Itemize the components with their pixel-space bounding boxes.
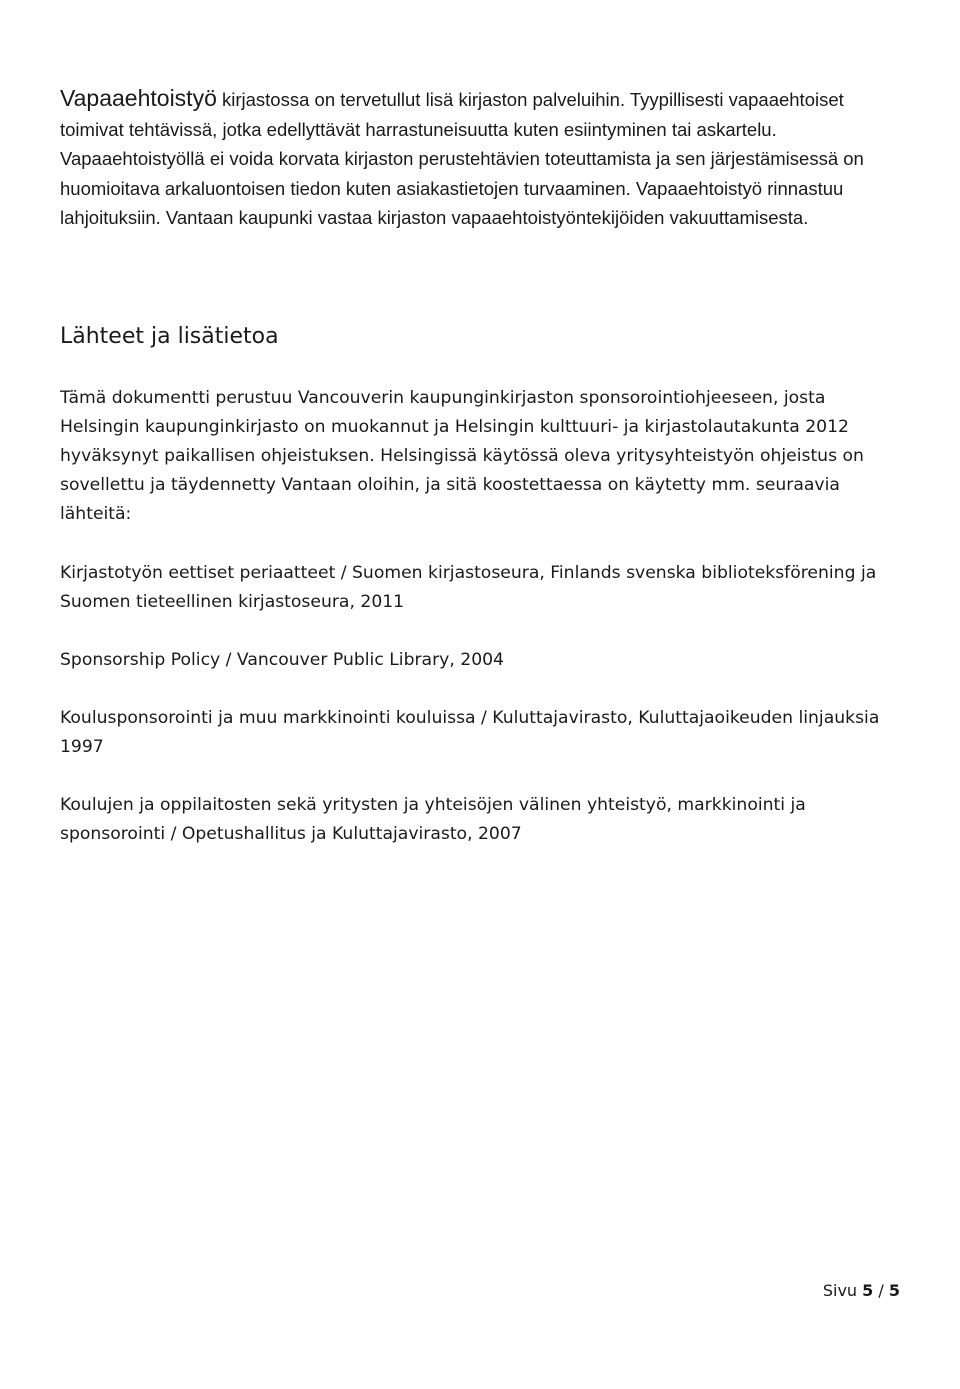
reference-item: Sponsorship Policy / Vancouver Public Library, 2004 bbox=[60, 650, 504, 670]
intro-lead-word: Vapaaehtoistyö bbox=[60, 85, 217, 111]
current-page-number: 5 bbox=[862, 1281, 874, 1300]
reference-item: Kirjastotyön eettiset periaatteet / Suomen kirjastoseura, Finlands svenska biblioteksförening ja Suomen tieteellinen kirjastoseura, 2011 bbox=[60, 563, 877, 612]
section-heading: Lähteet ja lisätietoa bbox=[60, 324, 279, 349]
sources-paragraph: Tämä dokumentti perustuu Vancouverin kaupunginkirjaston sponsorointiohjeeseen, josta Helsingin kaupunginkirjasto on muokannut ja Helsingin kulttuuri- ja kirjastolautakunta 2012 hyväksynyt paikallisen ohjeistuksen. Helsingissä käytössä oleva yritysyhteistyön ohjeistus on sovellettu ja täydennetty Vantaan oloihin, ja sitä koostettaessa on käytetty mm. seuraavia lähteitä: bbox=[60, 388, 864, 524]
intro-paragraph bbox=[60, 84, 905, 233]
page-number-separator: / bbox=[873, 1281, 889, 1300]
page-number-label: Sivu bbox=[822, 1281, 863, 1300]
page-number bbox=[823, 1280, 900, 1302]
total-page-number: 5 bbox=[888, 1281, 900, 1300]
reference-item: Koulusponsorointi ja muu markkinointi kouluissa / Kuluttajavirasto, Kuluttajaoikeuden linjauksia 1997 bbox=[60, 708, 880, 757]
reference-item: Koulujen ja oppilaitosten sekä yritysten ja yhteisöjen välinen yhteistyö, markkinointi ja sponsorointi / Opetushallitus ja Kuluttajavirasto, 2007 bbox=[60, 795, 806, 844]
intro-text: kirjastossa on tervetullut lisä kirjaston palveluihin. Tyypillisesti vapaaehtoiset toimivat tehtävissä, jotka edellyttävät harrastuneisuutta kuten esiintyminen tai askartelu. Vapaaehtoistyöllä ei voida korvata kirjaston perustehtävien toteuttamista ja sen järjestämisessä on huomioitava arkaluontoisen tiedon kuten asiakastietojen turvaaminen. Vapaaehtoistyö rinnastuu lahjoituksiin. Vantaan kaupunki vastaa kirjaston vapaaehtoistyöntekijöiden vakuuttamisesta. bbox=[60, 89, 864, 228]
